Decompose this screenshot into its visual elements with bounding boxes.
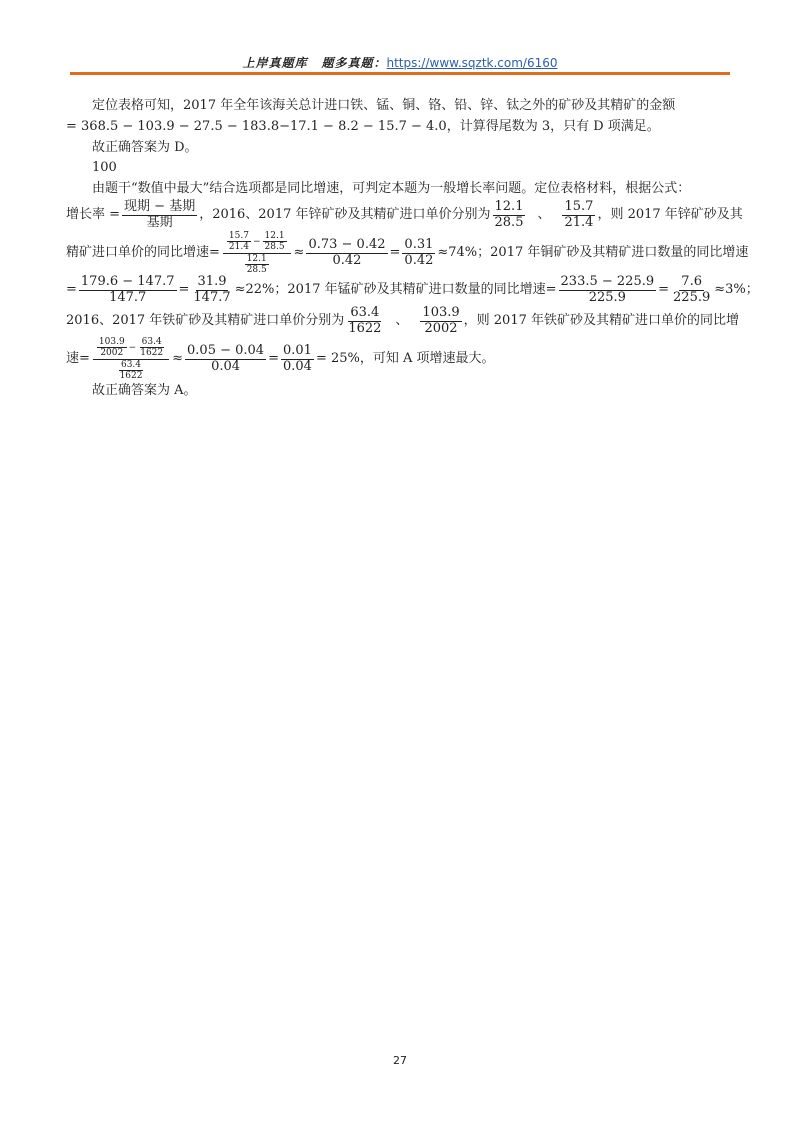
para2-line6: 速= $\frac{103.9}{2002}$ − $\frac{63.4}{1622}$ $\frac{63.4}{1622}$ ≈ $\frac{0.05 - 0.04}{0.04}$ = $\frac{0.01}{0.04}$ = 25%，可知 A 项增速最大。	[66, 336, 495, 382]
fraction: $\frac{7.6}{225.9}$	[673, 274, 711, 306]
header-slogan: 题多真题：	[321, 56, 387, 70]
para2-line4: = $\frac{179.6 - 147.7}{147.7}$ = $\frac{31.9}{147.7}$ ≈22%；2017 年锰矿砂及其精矿进口数量的同比增速= $\frac{233.5 - 225.9}{225.9}$ = $\frac{7.6}{225.9}$ ≈3%；	[66, 274, 759, 306]
para2-line3: 精矿进口单价的同比增速= $\frac{15.7}{21.4}$ − $\frac{12.1}{28.5}$ $\frac{12.1}{28.5}$ ≈ $\frac{0.73 - 0.42}{0.42}$ = $\frac{0.31}{0.42}$ ≈74%；2017 年铜矿砂及其精矿进口数量的同比增速	[66, 230, 749, 275]
header-link[interactable]: https://www.sqztk.com/6160	[386, 56, 558, 70]
para2-line5: 2016、2017 年铁矿砂及其精矿进口单价分别为 $\frac{63.4}{1622}$ 、 $\frac{103.9}{2002}$ ，则 2017 年铁矿砂及其精矿进口单价的同比增	[66, 305, 739, 337]
fraction: $\frac{179.6 - 147.7}{147.7}$	[80, 274, 175, 306]
fraction: $\frac{15.7}{21.4}$	[564, 198, 594, 230]
nested-fraction: $\frac{103.9}{2002}$ − $\frac{63.4}{1622}$ $\frac{63.4}{1622}$	[93, 337, 169, 381]
para1-line2: = 368.5 − 103.9 − 27.5 − 183.8−17.1 − 8.2 − 15.7 − 4.0，计算得尾数为 3，只有 D 项满足。	[66, 118, 660, 134]
header-brand: 上岸真题库	[242, 56, 308, 70]
para1-line1: 定位表格可知，2017 年全年该海关总计进口铁、锰、铜、铬、铅、锌、钛之外的矿砂及其精矿的金额	[92, 98, 676, 113]
fraction: $\frac{0.01}{0.04}$	[283, 342, 312, 374]
fraction: $\frac{103.9}{2002}$	[422, 305, 460, 337]
page-header	[0, 54, 800, 71]
fraction: $\frac{0.31}{0.42}$	[404, 236, 434, 268]
header-rule	[70, 72, 730, 75]
fraction: $\frac{12.1}{28.5}$	[494, 198, 524, 230]
formula-label: 增长率 =	[66, 207, 121, 223]
fraction: $\frac{31.9}{147.7}$	[193, 274, 231, 306]
fraction: $\frac{0.73 - 0.42}{0.42}$	[308, 236, 386, 268]
nested-fraction: $\frac{15.7}{21.4}$ − $\frac{12.1}{28.5}$ $\frac{12.1}{28.5}$	[223, 231, 291, 275]
para2-line1: 由题干“数值中最大”结合选项都是同比增速，可判定本题为一般增长率问题。定位表格材料，根据公式：	[92, 181, 691, 197]
question-number: 100	[92, 160, 117, 176]
fraction: $\frac{0.05 - 0.04}{0.04}$	[187, 342, 265, 374]
para2-conclusion: 故正确答案为 A。	[92, 383, 197, 399]
page-number: 27	[393, 1054, 407, 1067]
growth-formula: $\frac{\text{现期 − 基期}}{\text{基期}}$	[124, 198, 196, 230]
para1-conclusion: 故正确答案为 D。	[92, 139, 198, 155]
fraction: $\frac{63.4}{1622}$	[348, 305, 382, 337]
document-body	[66, 96, 759, 402]
fraction: $\frac{233.5 - 225.9}{225.9}$	[560, 274, 655, 306]
para2-line2: 增长率 = $\frac{\text{现期 − 基期}}{\text{基期}}$ ，2016、2017 年锌矿砂及其精矿进口单价分别为 $\frac{12.1}{28.5}$ 、 $\frac{15.7}{21.4}$ ，则 2017 年锌矿砂及其	[66, 198, 743, 230]
